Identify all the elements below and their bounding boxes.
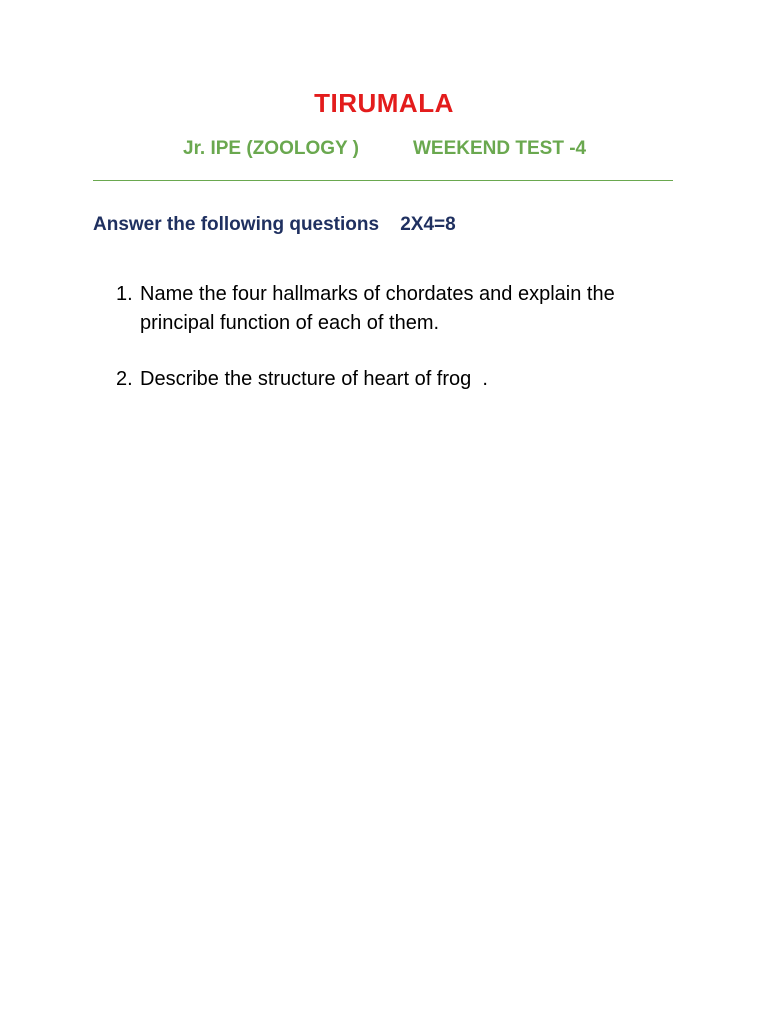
document-title: TIRUMALA [314, 88, 454, 118]
question-number: 1. [116, 283, 133, 305]
question-item [116, 280, 676, 338]
question-number: 2. [116, 368, 133, 390]
question-text: Name the four hallmarks of chordates and explain the principal function of each of them. [140, 283, 621, 334]
instructions-line [93, 214, 456, 236]
instructions-text: Answer the following questions [93, 214, 380, 235]
question-list [116, 280, 676, 421]
question-text: Describe the structure of heart of frog . [140, 368, 488, 390]
marks-text: 2X4=8 [400, 214, 456, 235]
course-label: Jr. IPE (ZOOLOGY ) [183, 138, 359, 159]
test-name-label: WEEKEND TEST -4 [413, 138, 587, 159]
question-item [116, 365, 676, 394]
header-divider [93, 180, 673, 181]
